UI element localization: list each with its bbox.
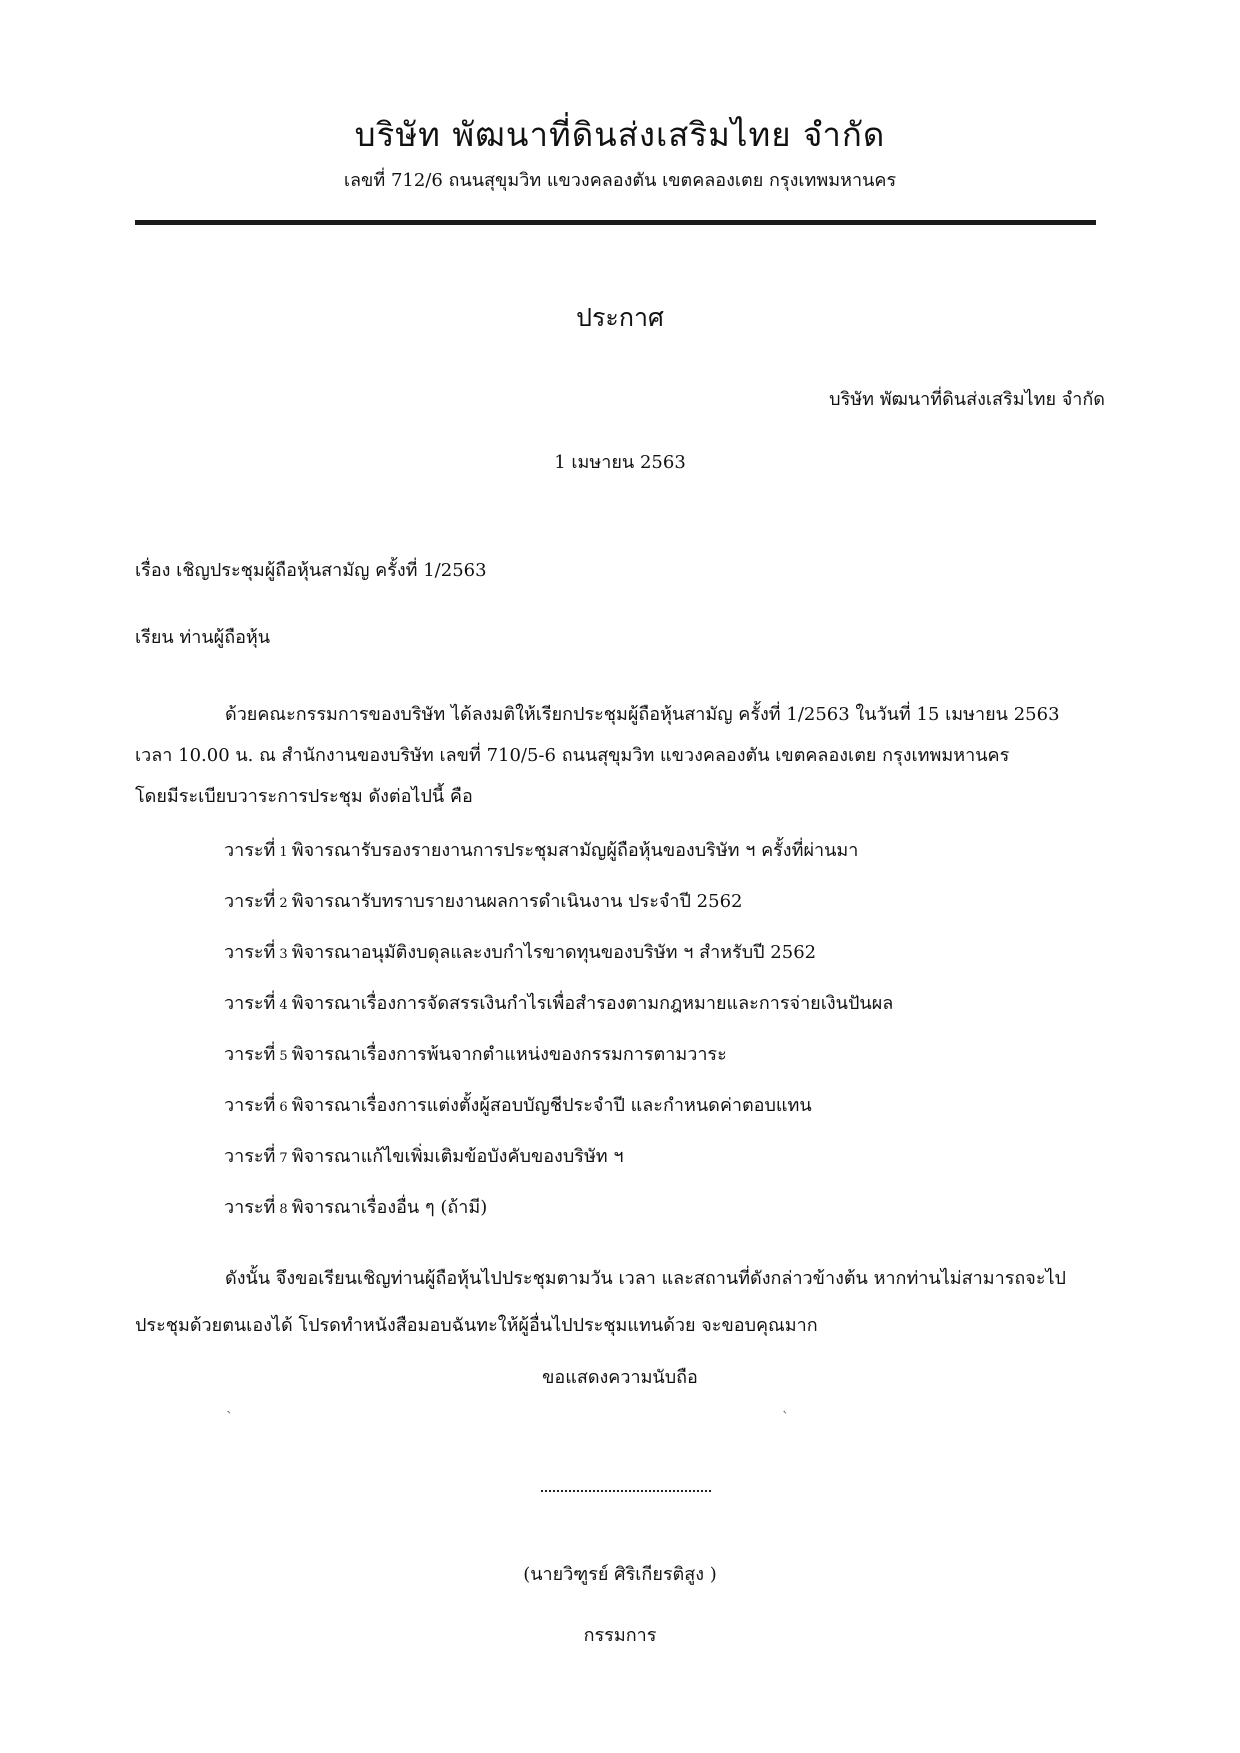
closing-paragraph [135, 1255, 1095, 1349]
agenda-text: พิจารณาเรื่องการแต่งตั้งผู้สอบบัญชีประจำปี และกำหนดค่าตอบแทน [291, 1095, 812, 1116]
agenda-number: 5 [279, 1049, 288, 1064]
salutation: เรียน ท่านผู้ถือหุ้น [135, 627, 271, 648]
agenda-text: พิจารณาเรื่องการพ้นจากตำแหน่งของกรรมการตามวาระ [291, 1044, 727, 1065]
agenda-item [224, 1039, 727, 1068]
agenda-text: พิจารณาแก้ไขเพิ่มเติมข้อบังคับของบริษัท ฯ [291, 1146, 624, 1167]
agenda-item [224, 886, 743, 915]
agenda-prefix: วาระที่ [224, 993, 276, 1014]
signer-title: กรรมการ [583, 1625, 657, 1646]
agenda-number: 7 [279, 1151, 288, 1166]
agenda-item [224, 1192, 487, 1221]
signer-name: (นายวิฑูรย์ ศิริเกียรติสูง ) [523, 1564, 717, 1585]
agenda-prefix: วาระที่ [224, 891, 276, 912]
agenda-prefix: วาระที่ [224, 840, 276, 861]
complimentary-close: ขอแสดงความนับถือ [542, 1367, 698, 1388]
agenda-text: พิจารณาเรื่องการจัดสรรเงินกำไรเพื่อสำรองตามกฎหมายและการจ่ายเงินปันผล [291, 993, 894, 1014]
issuer-name: บริษัท พัฒนาที่ดินส่งเสริมไทย จำกัด [829, 389, 1105, 410]
intro-line: เวลา 10.00 น. ณ สำนักงานของบริษัท เลขที่ 710/5-6 ถนนสุขุมวิท แขวงคลองตัน เขตคลองเตย กรุงเทพมหานคร [135, 745, 1010, 766]
agenda-number: 8 [279, 1202, 288, 1217]
closing-line: ประชุมด้วยตนเองได้ โปรดทำหนังสือมอบฉันทะให้ผู้อื่นไปประชุมแทนด้วย จะขอบคุณมาก [135, 1315, 818, 1336]
company-address: เลขที่ 712/6 ถนนสุขุมวิท แขวงคลองตัน เขตคลองเตย กรุงเทพมหานคร [343, 170, 897, 191]
tick-mark: ` [782, 1410, 789, 1426]
agenda-number: 3 [279, 947, 288, 962]
agenda-item [224, 988, 893, 1017]
header-divider [135, 220, 1096, 225]
company-name: บริษัท พัฒนาที่ดินส่งเสริมไทย จำกัด [354, 115, 886, 154]
agenda-prefix: วาระที่ [224, 1044, 276, 1065]
agenda-item [224, 1090, 812, 1119]
agenda-number: 6 [279, 1100, 288, 1115]
intro-paragraph [135, 694, 1080, 817]
agenda-number: 4 [279, 998, 288, 1013]
agenda-item [224, 937, 816, 966]
document-date: 1 เมษายน 2563 [554, 452, 686, 473]
agenda-text: พิจารณาเรื่องอื่น ๆ (ถ้ามี) [291, 1197, 488, 1218]
agenda-item [224, 835, 858, 864]
agenda-number: 2 [279, 896, 288, 911]
agenda-text: พิจารณาอนุมัติงบดุลและงบกำไรขาดทุนของบริษัท ฯ สำหรับปี 2562 [291, 942, 817, 963]
closing-line: ดังนั้น จึงขอเรียนเชิญท่านผู้ถือหุ้นไปประชุมตามวัน เวลา และสถานที่ดังกล่าวข้างต้น หากท่านไม่สามารถจะไป [225, 1268, 1066, 1289]
subject-line: เรื่อง เชิญประชุมผู้ถือหุ้นสามัญ ครั้งที่ 1/2563 [135, 560, 487, 581]
intro-line: ด้วยคณะกรรมการของบริษัท ได้ลงมติให้เรียกประชุมผู้ถือหุ้นสามัญ ครั้งที่ 1/2563 ในวันที่ 15 เมษายน 2563 [225, 704, 1060, 725]
agenda-prefix: วาระที่ [224, 1095, 276, 1116]
agenda-text: พิจารณารับทราบรายงานผลการดำเนินงาน ประจำปี 2562 [291, 891, 743, 912]
agenda-prefix: วาระที่ [224, 1146, 276, 1167]
agenda-prefix: วาระที่ [224, 942, 276, 963]
agenda-text: พิจารณารับรองรายงานการประชุมสามัญผู้ถือหุ้นของบริษัท ฯ ครั้งที่ผ่านมา [291, 840, 859, 861]
document-title: ประกาศ [576, 303, 664, 332]
agenda-item [224, 1141, 624, 1170]
intro-line: โดยมีระเบียบวาระการประชุม ดังต่อไปนี้ คือ [135, 786, 473, 807]
signature-line [541, 1488, 711, 1492]
agenda-number: 1 [279, 845, 288, 860]
agenda-prefix: วาระที่ [224, 1197, 276, 1218]
tick-mark: ` [226, 1410, 233, 1426]
